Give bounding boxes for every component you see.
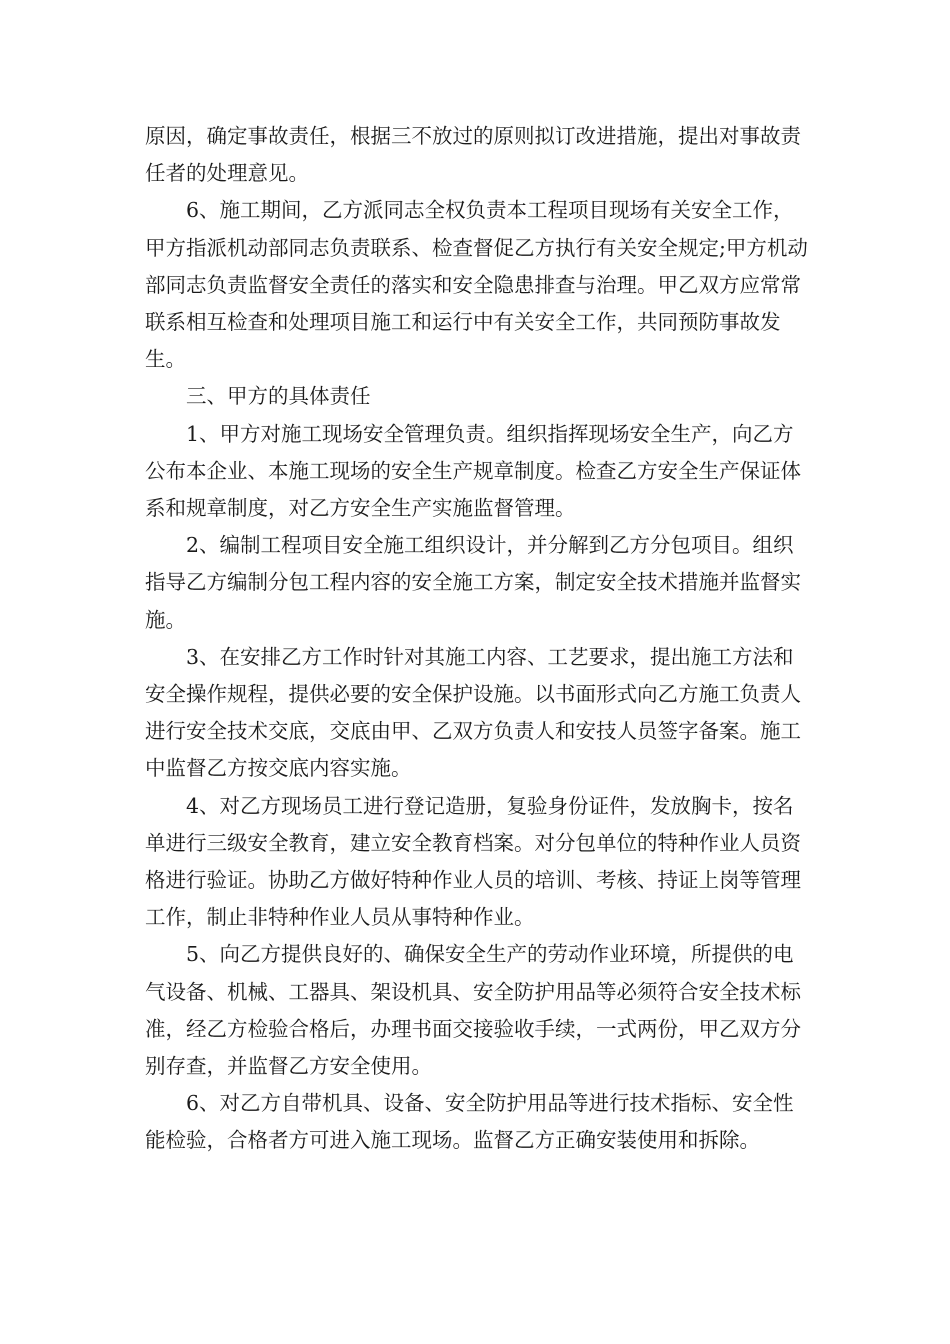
paragraph-clause-2: 2、编制工程项目安全施工组织设计，并分解到乙方分包项目。组织指导乙方编制分包工程内容的安全施工方案，制定安全技术措施并监督实施。 <box>145 533 801 632</box>
paragraph-clause-4: 4、对乙方现场员工进行登记造册，复验身份证件，发放胸卡，按名单进行三级安全教育，建立安全教育档案。对分包单位的特种作业人员资格进行验证。协助乙方做好特种作业人员的培训、考核、持证上岗等管理工作，制止非特种作业人员从事特种作业。 <box>145 793 801 930</box>
paragraph-clause-5: 5、向乙方提供良好的、确保安全生产的劳动作业环境，所提供的电气设备、机械、工器具、架设机具、安全防护用品等必须符合安全技术标准，经乙方检验合格后，办理书面交接验收手续，一式两份，甲乙双方分别存查，并监督乙方安全使用。 <box>145 942 801 1079</box>
paragraph-clause-6-equipment: 6、对乙方自带机具、设备、安全防护用品等进行技术指标、安全性能检验，合格者方可进入施工现场。监督乙方正确安装使用和拆除。 <box>145 1091 794 1153</box>
paragraph-clause-1: 1、甲方对施工现场安全管理负责。组织指挥现场安全生产，向乙方公布本企业、本施工现场的安全生产规章制度。检查乙方安全生产保证体系和规章制度，对乙方安全生产实施监督管理。 <box>145 421 801 521</box>
section-heading-party-a-responsibilities: 三、甲方的具体责任 <box>186 384 371 409</box>
paragraph-cause-continuation: 原因，确定事故责任，根据三不放过的原则拟订改进措施，提出对事故责任者的处理意见。 <box>145 124 801 186</box>
document-page <box>145 118 813 1160</box>
paragraph-clause-6-safety-contact: 6、施工期间，乙方派同志全权负责本工程项目现场有关安全工作，甲方指派机动部同志负责联系、检查督促乙方执行有关安全规定;甲方机动部同志负责监督安全责任的落实和安全隐患排查与治理。甲乙双方应常常联系相互检查和处理项目施工和运行中有关安全工作，共同预防事故发生。 <box>145 198 808 372</box>
paragraph-clause-3: 3、在安排乙方工作时针对其施工内容、工艺要求，提出施工方法和安全操作规程，提供必要的安全保护设施。以书面形式向乙方施工负责人进行安全技术交底，交底由甲、乙双方负责人和安技人员签字备案。施工中监督乙方按交底内容实施。 <box>145 644 801 781</box>
